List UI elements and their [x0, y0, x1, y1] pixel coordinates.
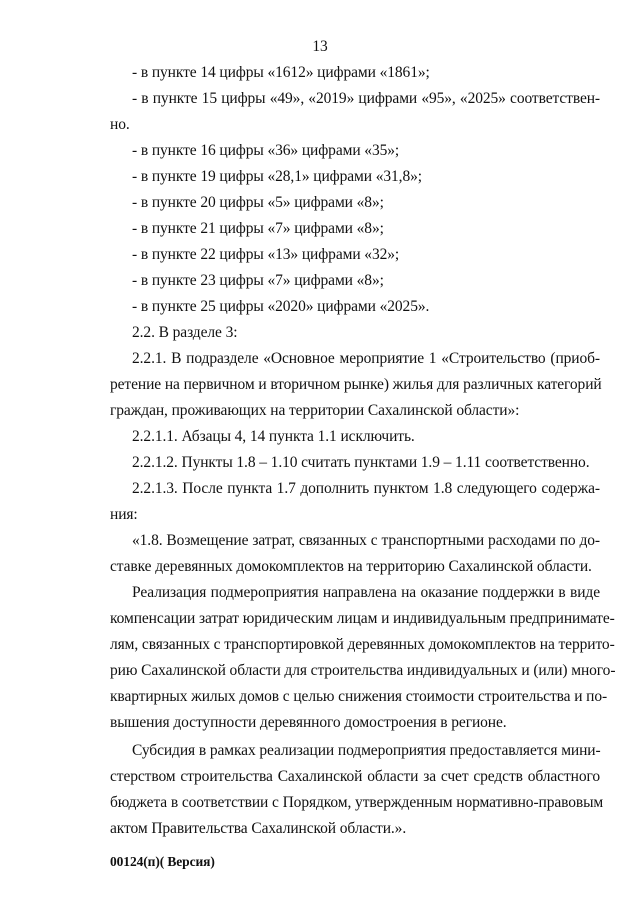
text-line: рию Сахалинской области для строительства индивидуальных и (или) много-: [110, 662, 616, 679]
text-line: вышения доступности деревянного домостроения в регионе.: [110, 714, 507, 731]
text-line: - в пункте 21 цифры «7» цифрами «8»;: [132, 220, 384, 237]
text-line: - в пункте 22 цифры «13» цифрами «32»;: [132, 246, 400, 263]
text-line: ставке деревянных домокомплектов на территорию Сахалинской области.: [110, 558, 592, 575]
text-line: «1.8. Возмещение затрат, связанных с транспортными расходами по до-: [132, 532, 600, 549]
text-line: квартирных жилых домов с целью снижения стоимости строительства и по-: [110, 688, 608, 705]
text-line: - в пункте 25 цифры «2020» цифрами «2025».: [132, 298, 430, 315]
text-line: Реализация подмероприятия направлена на оказание поддержки в виде: [132, 584, 600, 601]
text-line: ния:: [110, 506, 138, 523]
text-line: - в пункте 15 цифры «49», «2019» цифрами «95», «2025» соответствен-: [132, 90, 600, 107]
document-footer-code: 00124(п)( Версия): [110, 854, 215, 869]
text-line: ретение на первичном и вторичном рынке) жилья для различных категорий: [110, 376, 602, 393]
text-line: актом Правительства Сахалинской области.».: [110, 820, 407, 837]
text-line: компенсации затрат юридическим лицам и индивидуальным предпринимате-: [110, 610, 615, 627]
text-line: бюджета в соответствии с Порядком, утвержденным нормативно-правовым: [110, 794, 604, 811]
text-line: граждан, проживающих на территории Сахалинской области»:: [110, 402, 520, 419]
text-line: - в пункте 19 цифры «28,1» цифрами «31,8»;: [132, 168, 422, 185]
text-line: - в пункте 16 цифры «36» цифрами «35»;: [132, 142, 400, 159]
text-line: 2.2. В разделе 3:: [132, 324, 238, 341]
text-line: 2.2.1.1. Абзацы 4, 14 пункта 1.1 исключить.: [132, 428, 415, 445]
page-number: 13: [312, 38, 328, 55]
text-line: 2.2.1.3. После пункта 1.7 дополнить пунктом 1.8 следующего содержа-: [132, 480, 600, 497]
text-line: - в пункте 23 цифры «7» цифрами «8»;: [132, 272, 384, 289]
text-line: 2.2.1.2. Пункты 1.8 – 1.10 считать пунктами 1.9 – 1.11 соответственно.: [132, 454, 590, 471]
text-line: - в пункте 14 цифры «1612» цифрами «1861»;: [132, 64, 430, 81]
text-line: но.: [110, 116, 130, 133]
text-line: 2.2.1. В подразделе «Основное мероприятие 1 «Строительство (приоб-: [132, 350, 600, 367]
text-line: - в пункте 20 цифры «5» цифрами «8»;: [132, 194, 384, 211]
text-line: Субсидия в рамках реализации подмероприятия предоставляется мини-: [132, 742, 601, 759]
text-line: стерством строительства Сахалинской области за счет средств областного: [110, 768, 600, 785]
text-line: лям, связанных с транспортировкой деревянных домокомплектов на террито-: [110, 636, 615, 653]
